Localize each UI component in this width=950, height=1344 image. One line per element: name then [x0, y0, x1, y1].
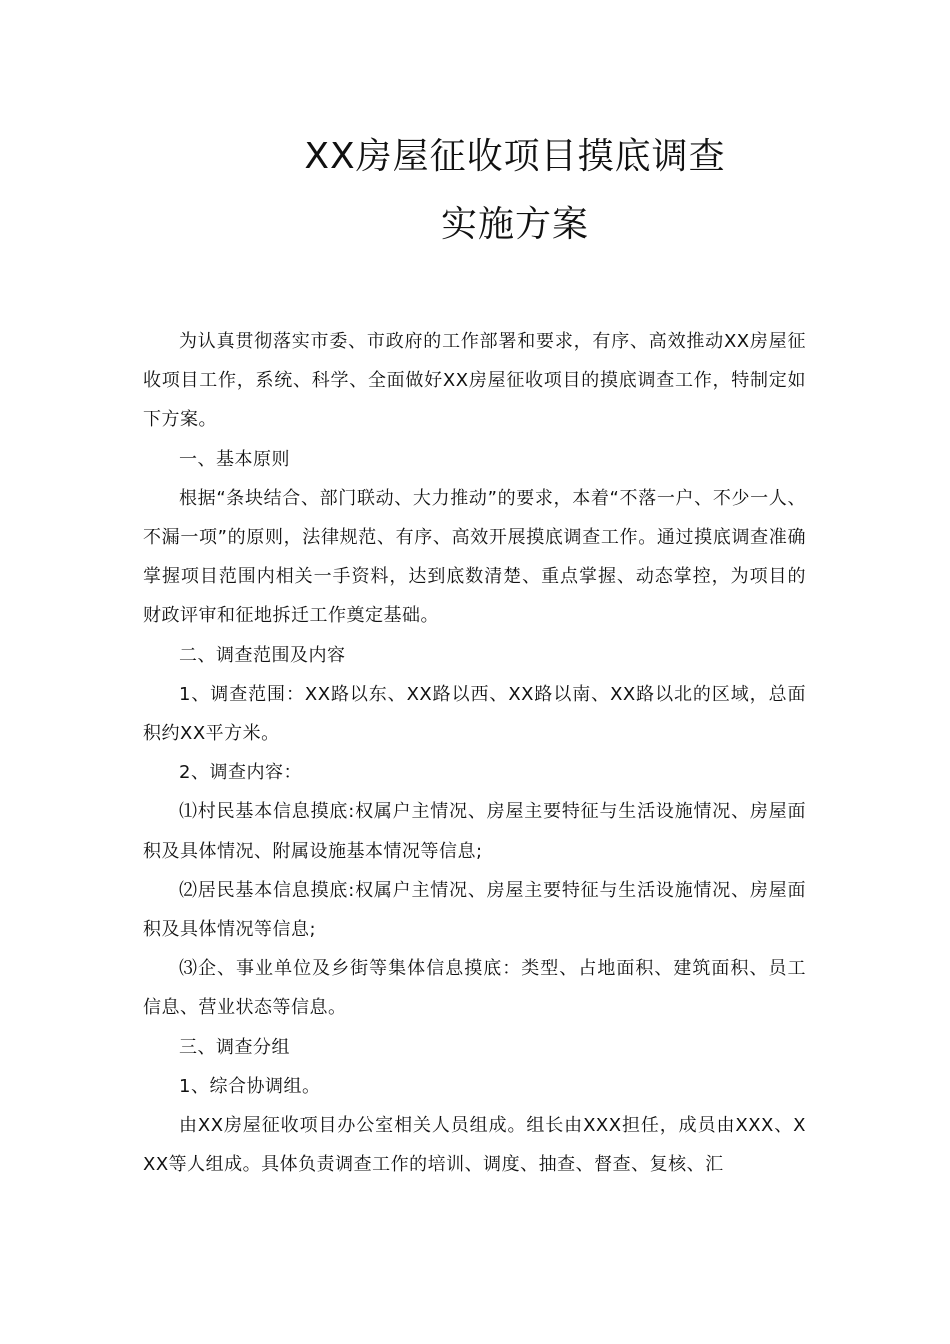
- section-1-heading: 一、基本原则: [179, 448, 290, 470]
- group-1-paragraph: 由XX房屋征收项目办公室相关人员组成。组长由XXX担任，成员由XXX、XXX等人组成。具体负责调查工作的培训、调度、抽查、督查、复核、汇: [143, 1115, 806, 1176]
- document-title-line-1: XX房屋征收项目摸底调查: [304, 136, 726, 177]
- survey-content-item: ⑵居民基本信息摸底:权属户主情况、房屋主要特征与生活设施情况、房屋面积及具体情况等信息;: [143, 879, 806, 941]
- survey-content-heading: 2、调查内容：: [179, 762, 302, 784]
- group-1-heading: 1、综合协调组。: [179, 1075, 321, 1097]
- document-title-line-2: 实施方案: [440, 204, 589, 245]
- section-3-heading: 三、调查分组: [179, 1036, 290, 1058]
- document-body: [143, 322, 806, 1184]
- section-2-heading: 二、调查范围及内容: [179, 644, 346, 666]
- survey-content-item: ⑶企、事业单位及乡街等集体信息摸底：类型、占地面积、建筑面积、员工信息、营业状态等信息。: [143, 958, 806, 1019]
- intro-paragraph: 为认真贯彻落实市委、市政府的工作部署和要求，有序、高效推动XX房屋征收项目工作，系统、科学、全面做好XX房屋征收项目的摸底调查工作，特制定如下方案。: [143, 331, 806, 431]
- survey-content-item: ⑴村民基本信息摸底:权属户主情况、房屋主要特征与生活设施情况、房屋面积及具体情况、附属设施基本情况等信息;: [143, 801, 806, 862]
- section-1-paragraph: 根据“条块结合、部门联动、大力推动”的要求，本着“不落一户、不少一人、不漏一项”的原则，法律规范、有序、高效开展摸底调查工作。通过摸底调查准确掌握项目范围内相关一手资料，达到底数清楚、重点掌握、动态掌控，为项目的财政评审和征地拆迁工作奠定基础。: [143, 487, 806, 627]
- survey-scope-paragraph: 1、调查范围：XX路以东、XX路以西、XX路以南、XX路以北的区域，总面积约XX平方米。: [143, 683, 806, 745]
